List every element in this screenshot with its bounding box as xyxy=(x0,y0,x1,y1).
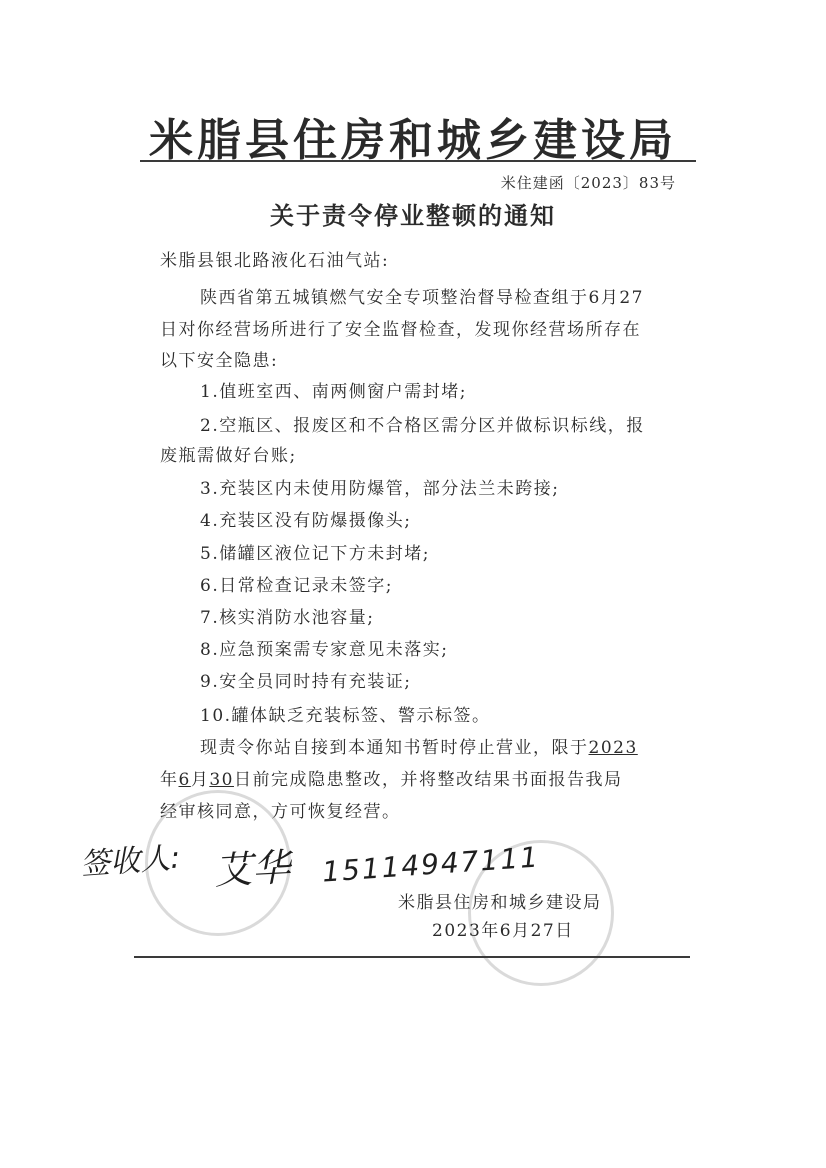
issuer-header: 米脂县住房和城乡建设局 xyxy=(149,115,677,166)
order-line xyxy=(200,733,638,758)
hazard-item: 10.罐体缺乏充装标签、警示标签。 xyxy=(200,706,491,726)
order-text: 日前完成隐患整改，并将整改结果书面报告我局 xyxy=(233,770,623,790)
hazard-item: 7.核实消防水池容量; xyxy=(200,608,375,628)
signing-date: 2023年6月27日 xyxy=(432,921,574,941)
hazard-item: 6.日常检查记录未签字; xyxy=(200,576,393,596)
notice-title: 关于责令停业整顿的通知 xyxy=(270,201,556,230)
document-number: 米住建函〔2023〕83号 xyxy=(500,174,676,192)
deadline-day: 30 xyxy=(209,770,234,790)
deadline-month: 6 xyxy=(178,770,191,790)
hazard-item: 3.充装区内未使用防爆管，部分法兰未跨接; xyxy=(200,479,560,499)
intro-line: 日对你经营场所进行了安全监督检查，发现你经营场所存在 xyxy=(160,320,641,340)
intro-line: 陕西省第五城镇燃气安全专项整治督导检查组于6月27 xyxy=(200,288,644,308)
hazard-item: 1.值班室西、南两侧窗户需封堵; xyxy=(200,382,467,402)
order-line: 经审核同意，方可恢复经营。 xyxy=(160,802,401,822)
hazard-item: 2.空瓶区、报废区和不合格区需分区并做标识标线，报 xyxy=(200,416,645,436)
header-rule xyxy=(140,160,696,162)
order-text: 现责令你站自接到本通知书暂时停止营业，限于 xyxy=(200,738,589,758)
hazard-item: 5.储罐区液位记下方未封堵; xyxy=(200,544,430,564)
recipient: 米脂县银北路液化石油气站: xyxy=(160,251,390,271)
signing-org: 米脂县住房和城乡建设局 xyxy=(398,893,602,913)
receiver-signature: 艾华 xyxy=(213,845,292,893)
receipt-label: 签收人: xyxy=(79,840,182,883)
order-line xyxy=(160,765,622,790)
month-unit: 月 xyxy=(190,770,210,790)
hazard-item: 8.应急预案需专家意见未落实; xyxy=(200,640,449,660)
footer-rule xyxy=(134,956,690,958)
intro-line: 以下安全隐患: xyxy=(160,351,279,371)
receiver-phone: 15114947111 xyxy=(321,840,541,889)
deadline-year: 2023 xyxy=(588,738,638,758)
year-unit: 年 xyxy=(160,770,179,790)
hazard-item: 废瓶需做好台账; xyxy=(160,446,297,466)
hazard-item: 4.充装区没有防爆摄像头; xyxy=(200,511,412,531)
hazard-item: 9.安全员同时持有充装证; xyxy=(200,672,412,692)
